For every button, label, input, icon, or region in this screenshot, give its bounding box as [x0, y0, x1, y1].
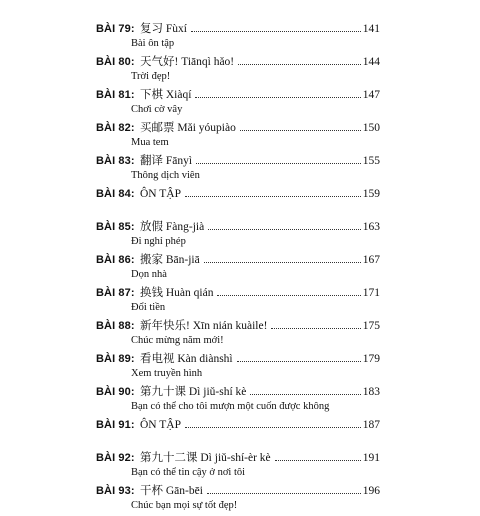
page-number: 147 — [362, 89, 380, 101]
lesson-number: BÀI 89: — [96, 353, 135, 365]
toc-entry-heading-line — [96, 219, 380, 235]
toc-entry-heading-line — [96, 252, 380, 268]
toc-entry-heading-line — [96, 285, 380, 301]
toc-entry-heading-line — [96, 87, 380, 103]
page-number: 167 — [362, 254, 380, 266]
toc-entry — [96, 87, 380, 120]
toc-entry — [96, 120, 380, 153]
lesson-title: 天气好! Tiānqì hǎo! — [140, 56, 235, 68]
dot-leader — [217, 295, 360, 296]
toc-entry — [96, 483, 380, 516]
toc-entry — [96, 21, 380, 54]
toc-entry — [96, 450, 380, 483]
dot-leader — [271, 328, 360, 329]
lesson-title: 看电视 Kàn diànshì — [140, 353, 233, 365]
lesson-number: BÀI 83: — [96, 155, 135, 167]
lesson-title: 下棋 Xiàqí — [140, 89, 192, 101]
table-of-contents — [96, 21, 380, 516]
page-number: 179 — [362, 353, 380, 365]
lesson-number: BÀI 92: — [96, 452, 135, 464]
lesson-title: ÔN TẬP — [140, 188, 182, 200]
dot-leader — [240, 130, 361, 131]
dot-leader — [204, 262, 361, 263]
toc-entry — [96, 153, 380, 186]
lesson-subtitle: Bài ôn tập — [131, 38, 175, 49]
lesson-title: 翻译 Fānyì — [140, 155, 193, 167]
dot-leader — [191, 31, 361, 32]
dot-leader — [185, 196, 361, 197]
lesson-subtitle: Đổi tiền — [131, 302, 166, 313]
page-number: 171 — [362, 287, 380, 299]
lesson-title: 买邮票 Mǎi yóupiào — [140, 122, 236, 134]
toc-entry — [96, 351, 380, 384]
page-number: 187 — [362, 419, 380, 431]
toc-entry — [96, 285, 380, 318]
lesson-title: ÔN TẬP — [140, 419, 182, 431]
page-number: 150 — [362, 122, 380, 134]
toc-entry-heading-line — [96, 120, 380, 136]
lesson-subtitle: Bạn có thể cho tôi mượn một cuốn được không — [131, 401, 330, 412]
lesson-subtitle: Chúc mừng năm mới! — [131, 335, 224, 346]
lesson-number: BÀI 80: — [96, 56, 135, 68]
toc-entry — [96, 186, 380, 219]
lesson-subtitle: Mua tem — [131, 137, 169, 148]
dot-leader — [208, 229, 361, 230]
page-number: 163 — [362, 221, 380, 233]
page-number: 183 — [362, 386, 380, 398]
page-number: 144 — [362, 56, 380, 68]
toc-entry-heading-line — [96, 384, 380, 400]
dot-leader — [250, 394, 360, 395]
toc-entry — [96, 318, 380, 351]
dot-leader — [195, 97, 360, 98]
dot-leader — [237, 361, 361, 362]
lesson-title: 干杯 Gān-bēi — [140, 485, 203, 497]
lesson-number: BÀI 86: — [96, 254, 135, 266]
page-number: 159 — [362, 188, 380, 200]
dot-leader — [196, 163, 361, 164]
lesson-number: BÀI 79: — [96, 23, 135, 35]
lesson-subtitle: Thông dịch viên — [131, 170, 200, 181]
toc-entry — [96, 219, 380, 252]
page-number: 141 — [362, 23, 380, 35]
toc-entry-heading-line — [96, 54, 380, 70]
lesson-title: 搬家 Bān-jiā — [140, 254, 200, 266]
toc-entry — [96, 54, 380, 87]
page-number: 191 — [362, 452, 380, 464]
toc-entry — [96, 252, 380, 285]
lesson-number: BÀI 87: — [96, 287, 135, 299]
toc-entry-heading-line — [96, 21, 380, 37]
toc-entry-heading-line — [96, 417, 380, 433]
page-number: 155 — [362, 155, 380, 167]
lesson-subtitle: Bạn có thể tin cậy ở nơi tôi — [131, 467, 246, 478]
lesson-number: BÀI 91: — [96, 419, 135, 431]
lesson-title: 第九十二课 Dì jiǔ-shí-èr kè — [140, 452, 271, 464]
lesson-number: BÀI 81: — [96, 89, 135, 101]
page-number: 196 — [362, 485, 380, 497]
lesson-subtitle: Chúc bạn mọi sự tốt đẹp! — [131, 500, 238, 511]
lesson-number: BÀI 84: — [96, 188, 135, 200]
lesson-title: 复习 Fùxí — [140, 23, 187, 35]
toc-entry-heading-line — [96, 483, 380, 499]
toc-entry-heading-line — [96, 318, 380, 334]
toc-entry-heading-line — [96, 351, 380, 367]
lesson-number: BÀI 90: — [96, 386, 135, 398]
lesson-number: BÀI 82: — [96, 122, 135, 134]
lesson-number: BÀI 88: — [96, 320, 135, 332]
lesson-title: 第九十课 Dì jiǔ-shí kè — [140, 386, 247, 398]
dot-leader — [275, 460, 361, 461]
toc-entry-heading-line — [96, 186, 380, 202]
dot-leader — [238, 64, 361, 65]
lesson-title: 换钱 Huàn qián — [140, 287, 214, 299]
lesson-subtitle: Đi nghỉ phép — [131, 236, 186, 247]
toc-entry — [96, 384, 380, 417]
lesson-subtitle: Dọn nhà — [131, 269, 167, 280]
lesson-number: BÀI 85: — [96, 221, 135, 233]
lesson-subtitle: Chơi cờ vây — [131, 104, 183, 115]
toc-entry-heading-line — [96, 153, 380, 169]
lesson-title: 放假 Fàng-jià — [140, 221, 205, 233]
lesson-subtitle: Xem truyền hình — [131, 368, 203, 379]
dot-leader — [207, 493, 361, 494]
page-number: 175 — [362, 320, 380, 332]
lesson-subtitle: Trời đẹp! — [131, 71, 171, 82]
lesson-title: 新年快乐! Xīn nián kuàile! — [140, 320, 268, 332]
lesson-number: BÀI 93: — [96, 485, 135, 497]
toc-entry-heading-line — [96, 450, 380, 466]
toc-entry — [96, 417, 380, 450]
dot-leader — [185, 427, 361, 428]
